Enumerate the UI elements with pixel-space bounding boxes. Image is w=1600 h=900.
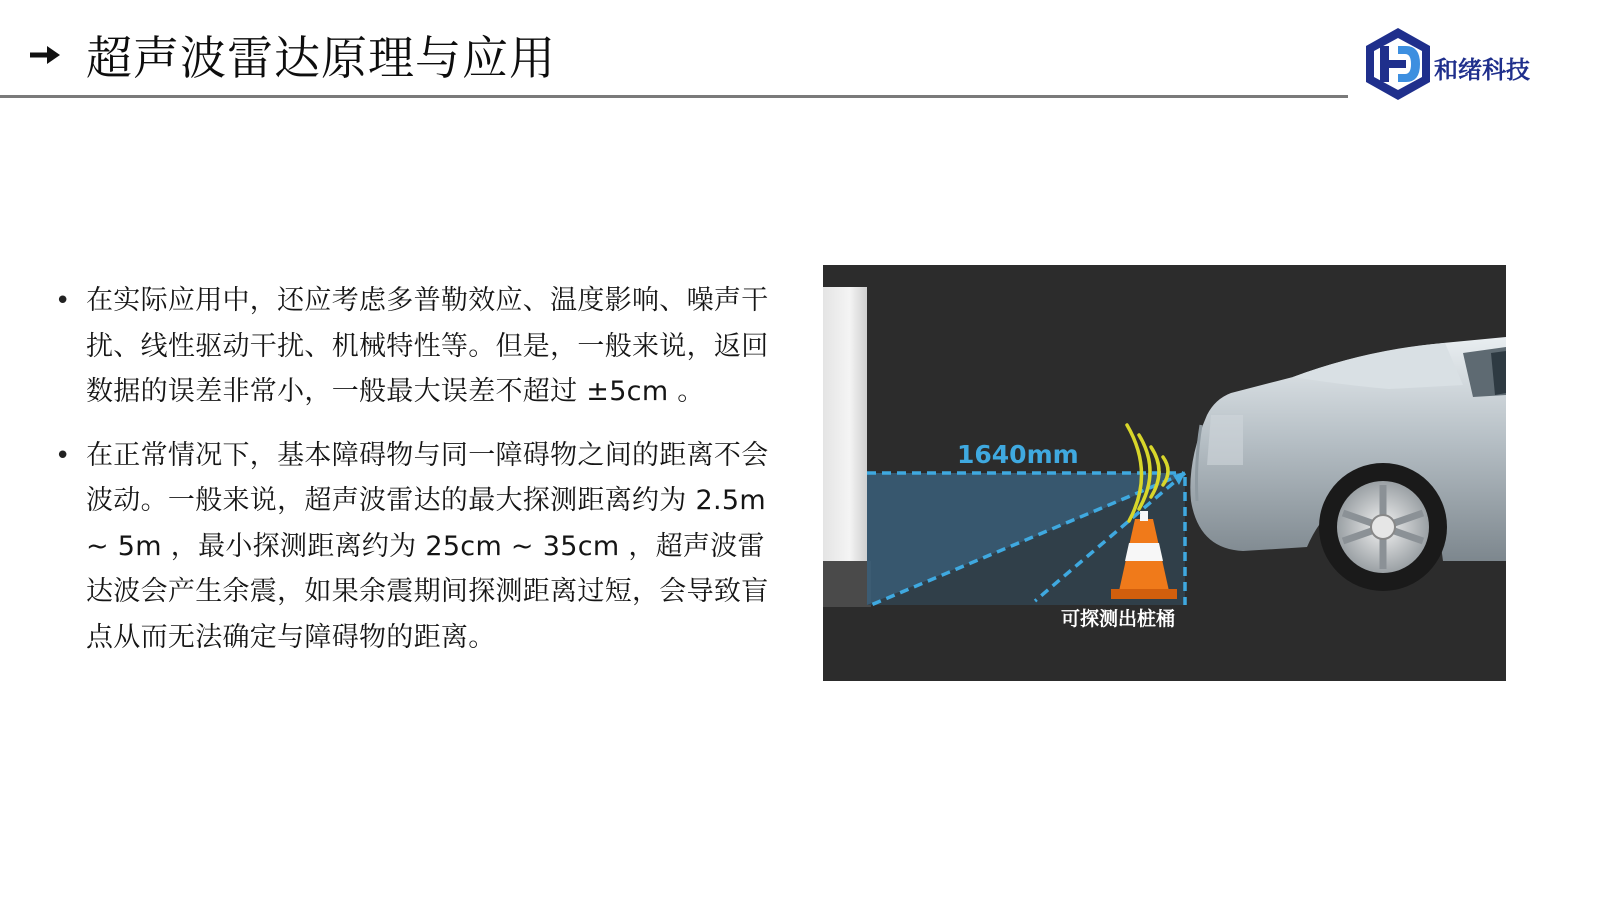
logo-text: 和绪科技	[1434, 56, 1530, 84]
car	[1190, 337, 1506, 591]
bullet-item	[52, 278, 772, 415]
bullet-list	[52, 278, 772, 678]
bullet-item	[52, 433, 772, 661]
company-logo	[1360, 26, 1580, 102]
arrow-right-icon	[30, 44, 60, 66]
bullet-text: 在正常情况下，基本障碍物与同一障碍物之间的距离不会波动。一般来说，超声波雷达的最大探测距离约为 2.5m ~ 5m ，最小探测距离约为 25cm ~ 35cm ，超声波雷达波会产生余震，如果余震期间探测距离过短，会导致盲点从而无法确定与障碍物的距离。	[86, 439, 769, 653]
title-divider	[0, 95, 1348, 98]
page-title: 超声波雷达原理与应用	[86, 31, 556, 85]
wall	[823, 287, 867, 607]
bullet-dot-icon: •	[55, 440, 71, 471]
parking-sensor-illustration	[823, 265, 1506, 681]
wall-base	[823, 561, 871, 607]
bullet-dot-icon: •	[55, 286, 71, 316]
hexagon-hd-logo-icon	[1360, 26, 1436, 102]
distance-label: 1640mm	[957, 440, 1079, 469]
bullet-text: 在实际应用中，还应考虑多普勒效应、温度影响、噪声干扰、线性驱动干扰、机械特性等。但是，一般来说，返回数据的误差非常小，一般最大误差不超过 ±5cm 。	[86, 285, 769, 407]
cone-caption: 可探测出桩桶	[1061, 608, 1176, 630]
